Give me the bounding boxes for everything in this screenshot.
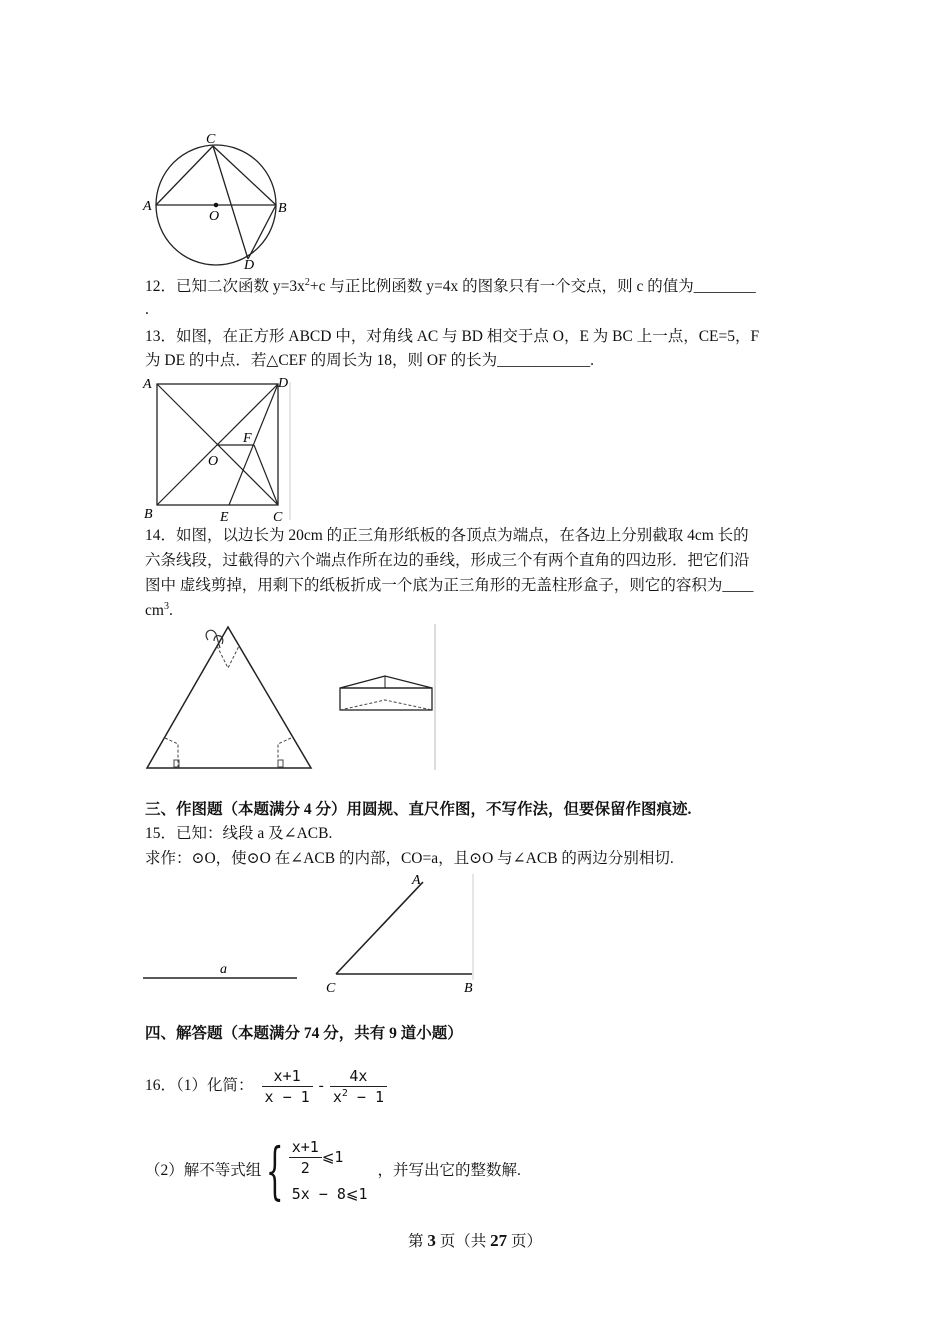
left-cut-dashes (165, 738, 178, 768)
inequality-system: $\frac{x+1}{2}$ ⩽1 5x − 8⩽1 (289, 1137, 368, 1206)
label-e: E (220, 510, 229, 524)
fraction-1: $\frac{x+1}{x - 1}$ (262, 1066, 313, 1107)
label-b: B (278, 201, 287, 216)
question-14-line1: 14．如图，以边长为 20cm 的正三角形纸板的各顶点为端点，在各边上分别截取 4cm 长的 (145, 527, 749, 544)
section-3-title: 三、作图题（本题满分 4 分）用圆规、直尺作图，不写作法，但要保留作图痕迹. (145, 801, 692, 818)
label-o: O (208, 454, 219, 469)
square-figure (140, 372, 300, 524)
label-d: D (278, 376, 289, 391)
label-c: C (273, 510, 283, 524)
fraction-2: $\frac{4x}{x^2 - 1}$ (330, 1066, 387, 1107)
question-14-line3: 图中 虚线剪掉，用剩下的纸板折成一个底为正三角形的无盖柱形盒子，则它的容积为____ (145, 577, 754, 594)
minus-sign: - (318, 1077, 324, 1094)
center-point (214, 203, 219, 208)
segment-fc (254, 445, 278, 505)
equilateral-triangle (147, 627, 311, 768)
question-12-tail: . (145, 301, 149, 318)
triangle-box-figure (140, 622, 440, 772)
label-b: B (144, 507, 153, 522)
label-a: A (143, 199, 152, 214)
section-4-title: 四、解答题（本题满分 74 分，共有 9 道小题） (145, 1025, 463, 1042)
question-16-part1: 16．（1）化简： $\frac{x+1}{x - 1}$ - $\frac{4x}{x^2 - 1}$ (145, 1060, 387, 1112)
box-body (340, 688, 432, 710)
right-cut-dashes (278, 738, 291, 768)
circle-figure (140, 128, 300, 270)
question-13-line1: 13．如图，在正方形 ABCD 中，对角线 AC 与 BD 相交于点 O，E 为 BC 上一点，CE=5，F (145, 328, 760, 345)
ray-ca (336, 882, 423, 974)
question-16-part2: （2）解不等式组 { $\frac{x+1}{2}$ ⩽1 5x − 8⩽1 ，并写出它的整数解. (145, 1134, 521, 1207)
box-top (340, 676, 432, 688)
page-footer: 第 3 页（共 27 页） (407, 1231, 543, 1250)
label-a: A (143, 377, 152, 392)
segment-angle-figure (140, 868, 480, 998)
question-13-line2: 为 DE 的中点．若△CEF 的周长为 18，则 OF 的长为____________. (145, 352, 594, 369)
label-f: F (243, 431, 252, 446)
label-c: C (206, 132, 216, 147)
right-right-angle (278, 760, 283, 767)
question-15-line2: 求作：⊙O，使⊙O 在∠ACB 的内部，CO=a，且⊙O 与∠ACB 的两边分别相切. (145, 850, 674, 867)
label-a-point: A (412, 873, 421, 888)
chord-ac (156, 146, 213, 205)
question-14-line2: 六条线段，过截得的六个端点作所在边的垂线，形成三个有两个直角的四边形．把它们沿 (145, 552, 750, 569)
label-d: D (244, 258, 255, 270)
question-12: 12．已知二次函数 $y=3x^2+c$ 与正比例函数 y=4x 的图象只有一个交点，则 c 的值为________ (145, 277, 756, 295)
label-a-segment: a (220, 962, 227, 977)
label-b-point: B (464, 981, 473, 996)
question-14-line4: $cm^3$. (145, 601, 173, 619)
brace-icon: { (266, 1134, 284, 1207)
top-cut-dashes (217, 646, 239, 668)
label-o: O (209, 209, 220, 224)
chord-bd (248, 205, 276, 259)
label-c-point: C (326, 981, 336, 996)
box-bottom-dashes (340, 700, 432, 710)
question-15-line1: 15．已知：线段 a 及∠ACB. (145, 825, 333, 842)
